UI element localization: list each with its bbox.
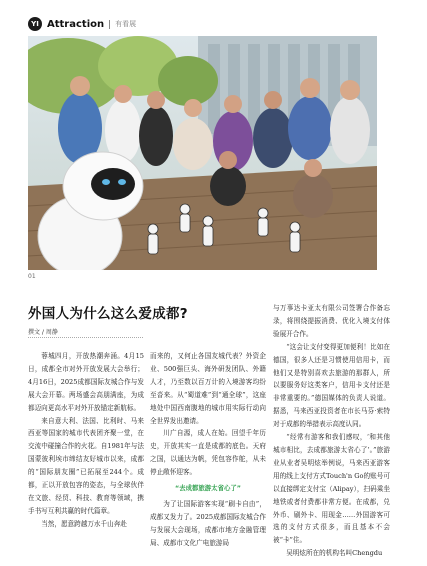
paragraph: 当然，愿意跨越万水千山奔赴 xyxy=(41,519,127,528)
paragraph: 而来的，又何止各国友城代表？外资企业、500强巨头、海外研发团队、外籍人才，乃至数以百万计的入境游客均纷至沓来。从“蜀道难”到“通全球”，这座地处中国西南腹地的城市用实际行动向全世界发出邀请。 xyxy=(150,352,266,425)
section-subheading: “去成都旅游太省心了” xyxy=(175,484,241,493)
paragraph: 蓉城四月，开放热潮奔涌。4月15日，成都全市对外开放发展大会举行；4月16日，2025成都国际友城合作与发展大会开幕。两场盛会高朋满座，为成都迈向更高水平对外开放锚定新航标。 xyxy=(28,352,144,412)
photo-illustration xyxy=(28,36,377,270)
subsection-title: 有看展 xyxy=(115,20,137,28)
magazine-badge: YI xyxy=(28,17,42,31)
page-header xyxy=(28,16,136,32)
section-title: Attraction xyxy=(47,18,105,30)
paragraph: “经常有游客和我们感叹，‘和其他城市相比，去成都旅游太省心了’。”旅游业从业者吴明炫举例说，马来西亚游客用的线上支付方式Touch'n Go的账号可以直接绑定支付宝（Alipay），扫码乘坐地铁或者付费都非常方便。在成都，兑外币、刷外卡、用现金……外国游客可选的支付方式很多，而且基本不会被“卡”住。 xyxy=(273,433,390,545)
article-title: 外国人为什么这么爱成都? xyxy=(28,306,188,322)
paragraph: 吴明炫所在的机构名叫Chengdu xyxy=(286,549,383,558)
header-separator xyxy=(109,20,110,29)
text-column-1 xyxy=(28,350,144,531)
text-column-2 xyxy=(150,350,266,550)
text-column-3 xyxy=(273,302,390,560)
article-photo xyxy=(28,36,377,270)
paragraph: 来自意大利、法国、比利时、马来西亚等国家的城市代表团齐聚一堂，在交流中碰撞合作的火花。自1981年与法国蒙彼利埃市缔结友好城市以来，成都的“国际朋友圈”已拓展至244个。成都，正以开放包容的姿态，与全球伙伴在文旅、经贸、科技、教育等领域，携手书写互利共赢的时代篇章。 xyxy=(28,416,144,515)
paragraph: 与万事达卡亚太有限公司签署合作备忘录，将围绕提振消费、优化入境支付体验展开合作。 xyxy=(273,304,390,338)
paragraph: 川广自源，成人在始。回望千年历史，开放其实一直是成都的底色。天府之国，以通达为帆，凭包容作舵，从未停止敞怀迎客。 xyxy=(150,429,266,477)
photo-number: 01 xyxy=(28,273,36,280)
byline-rule xyxy=(28,337,143,338)
article-byline: 撰文 / 周静 xyxy=(28,329,58,336)
paragraph: 为了让国际游客实现“刷卡自由”，成都又发力了。2025成都国际友城合作与发展大会现场，成都市地方金融管理局、成都市文化广电旅游局 xyxy=(150,499,266,547)
paragraph: “这会让支付变得更加便利！比如在德国，很多人还是习惯使用信用卡，而他们又是特别喜欢去旅游的那群人，所以要服务好这类客户，信用卡支付还是非常重要的。”德国媒体的负责人说道。据悉，马来西亚投资者在市长马芬·索特对于成都的举措表示高度认同。 xyxy=(273,342,390,429)
